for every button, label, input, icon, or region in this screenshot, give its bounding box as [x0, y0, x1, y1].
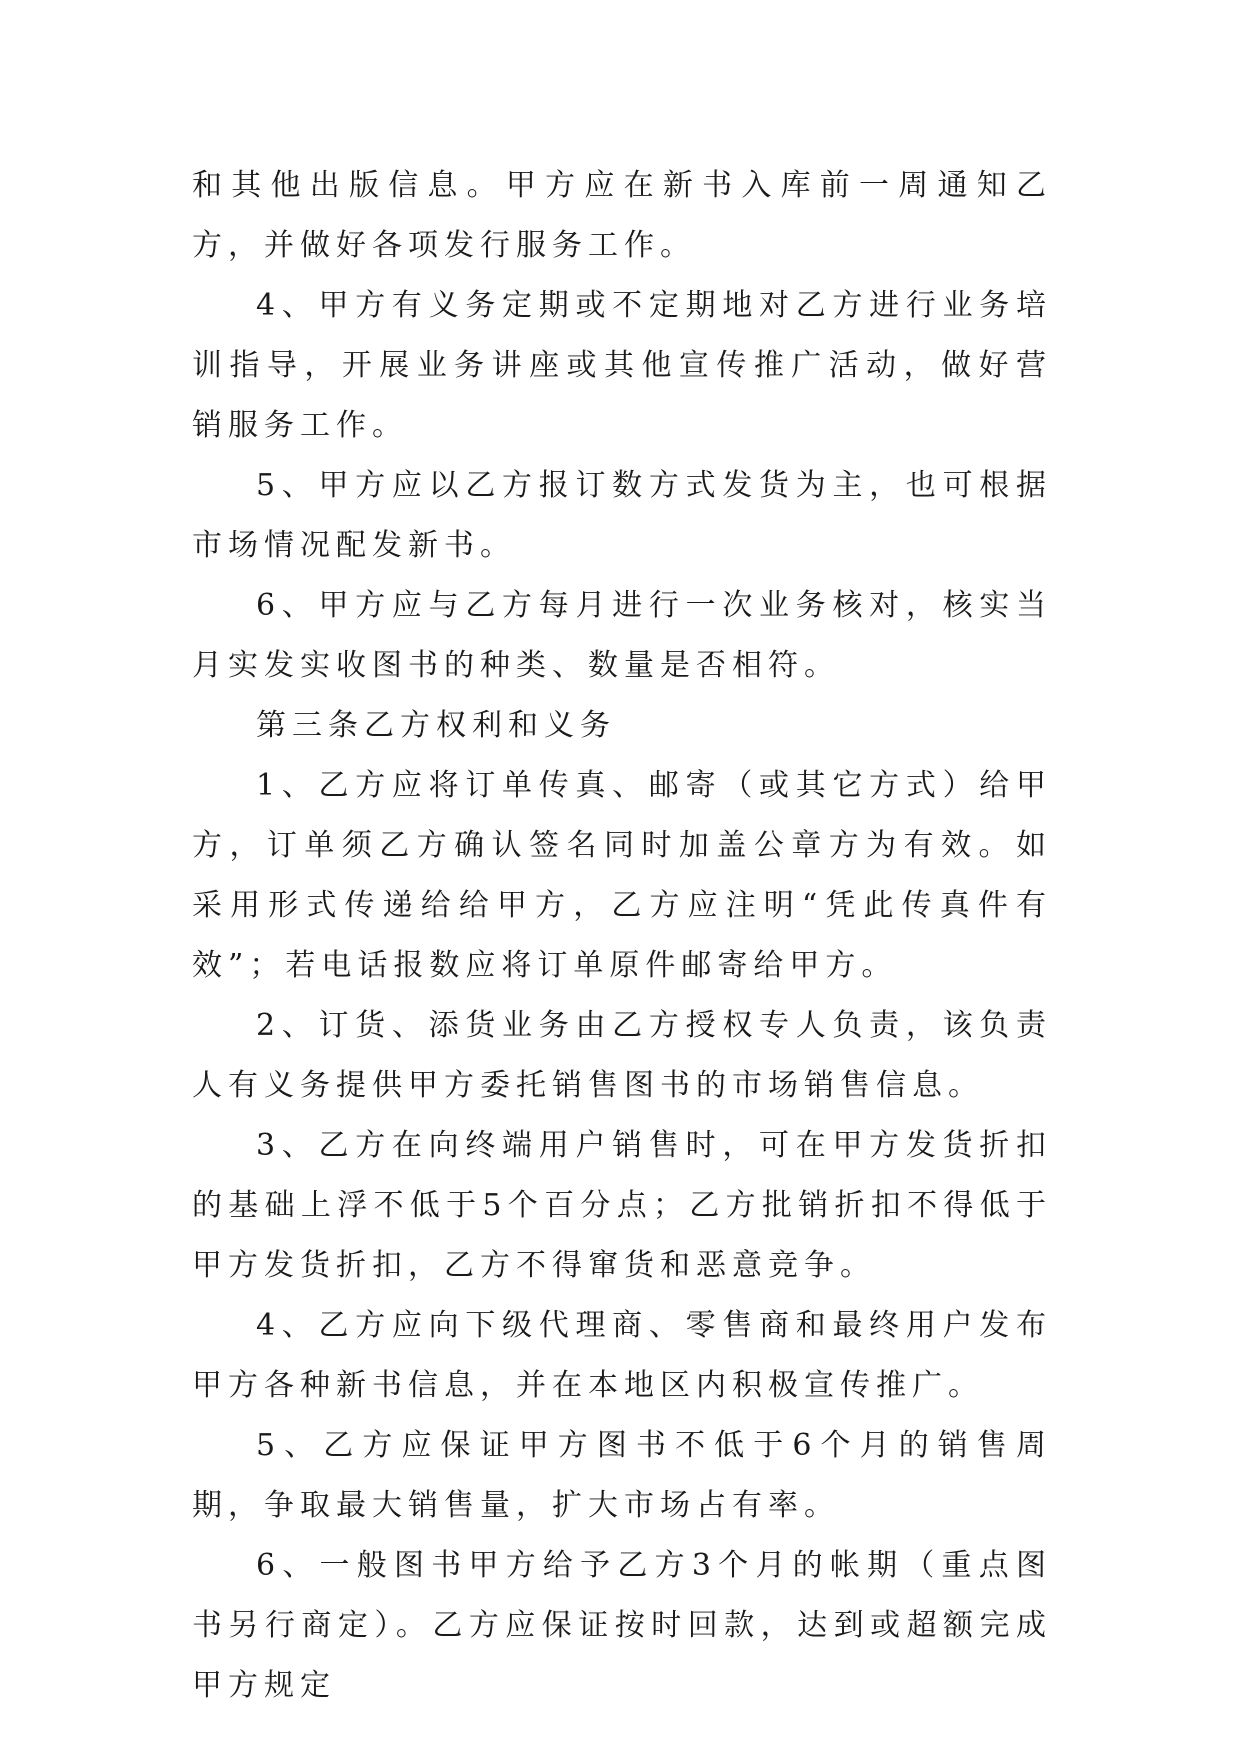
section-heading-article-3: 第三条乙方权利和义务 — [256, 708, 616, 743]
paragraph-clause-3-2: 2、订货、添货业务由乙方授权专人负责，该负责人有义务提供甲方委托销售图书的市场销售信息。 — [192, 1008, 1052, 1103]
paragraph-clause-2-6: 6、甲方应与乙方每月进行一次业务核对，核实当月实发实收图书的种类、数量是否相符。 — [192, 588, 1052, 683]
paragraph-clause-3-4: 4、乙方应向下级代理商、零售商和最终用户发布甲方各种新书信息，并在本地区内积极宣传推广。 — [192, 1308, 1052, 1403]
paragraph-clause-2-4: 4、甲方有义务定期或不定期地对乙方进行业务培训指导，开展业务讲座或其他宣传推广活动，做好营销服务工作。 — [192, 288, 1052, 443]
paragraph-clause-3-3: 3、乙方在向终端用户销售时，可在甲方发货折扣的基础上浮不低于5个百分点；乙方批销折扣不得低于甲方发货折扣，乙方不得窜货和恶意竞争。 — [192, 1128, 1052, 1283]
document-body — [192, 156, 1052, 1716]
paragraph-continuation: 和其他出版信息。甲方应在新书入库前一周通知乙方，并做好各项发行服务工作。 — [192, 168, 1052, 263]
paragraph-clause-3-6: 6、一般图书甲方给予乙方3个月的帐期（重点图书另行商定）。乙方应保证按时回款，达到或超额完成甲方规定 — [192, 1548, 1052, 1703]
paragraph-clause-3-5: 5、乙方应保证甲方图书不低于6个月的销售周期，争取最大销售量，扩大市场占有率。 — [192, 1428, 1052, 1523]
paragraph-clause-3-1: 1、乙方应将订单传真、邮寄（或其它方式）给甲方，订单须乙方确认签名同时加盖公章方为有效。如采用形式传递给给甲方，乙方应注明“凭此传真件有效”；若电话报数应将订单原件邮寄给甲方。 — [192, 768, 1052, 983]
paragraph-clause-2-5: 5、甲方应以乙方报订数方式发货为主，也可根据市场情况配发新书。 — [192, 468, 1052, 563]
